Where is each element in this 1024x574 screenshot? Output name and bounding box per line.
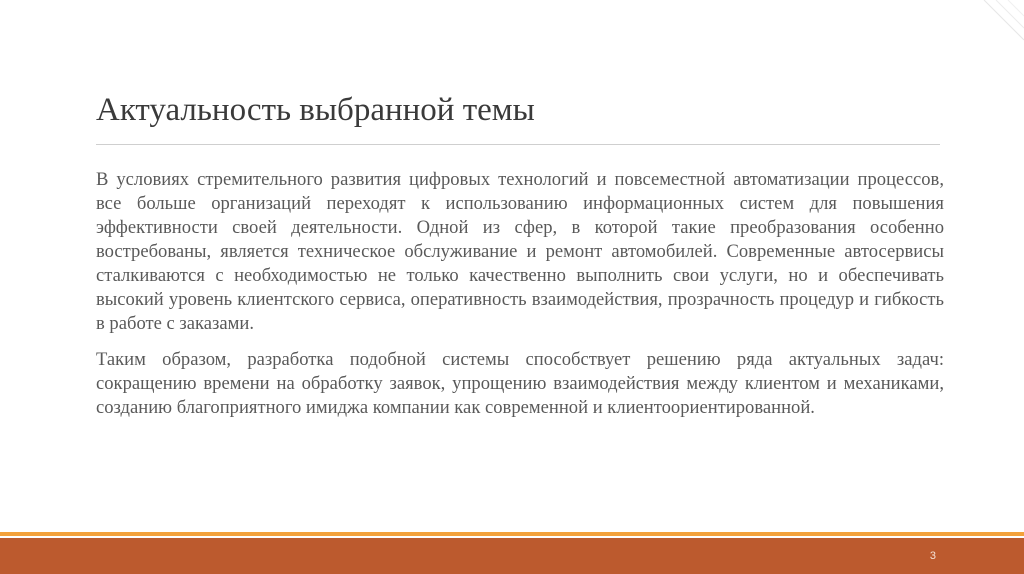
body-paragraph: Таким образом, разработка подобной системы способствует решению ряда актуальных задач: сокращению времени на обработку заявок, упрощению взаимодействия между клиентом и механиками, созданию благоприятного имиджа компании как современной и клиентоориентированной. xyxy=(96,349,944,418)
body-paragraph: В условиях стремительного развития цифровых технологий и повсеместной автоматизации процессов, все больше организаций переходят к использованию информационных систем для повышения эффективности своей деятельности. Одной из сфер, в которой такие преобразования особенно востребованы, является техническое обслуживание и ремонт автомобилей. Современные автосервисы сталкиваются с необходимостью не только качественно выполнить свои услуги, но и обеспечивать высокий уровень клиентского сервиса, оперативность взаимодействия, прозрачность процедур и гибкость в работе с заказами. xyxy=(96,169,944,334)
footer-bar xyxy=(0,538,1024,574)
title-divider xyxy=(96,144,940,145)
corner-decoration xyxy=(944,0,1024,80)
slide-title: Актуальность выбранной темы xyxy=(96,92,535,128)
accent-strip xyxy=(0,532,1024,536)
page-number: 3 xyxy=(929,550,936,562)
slide-body xyxy=(96,168,944,432)
